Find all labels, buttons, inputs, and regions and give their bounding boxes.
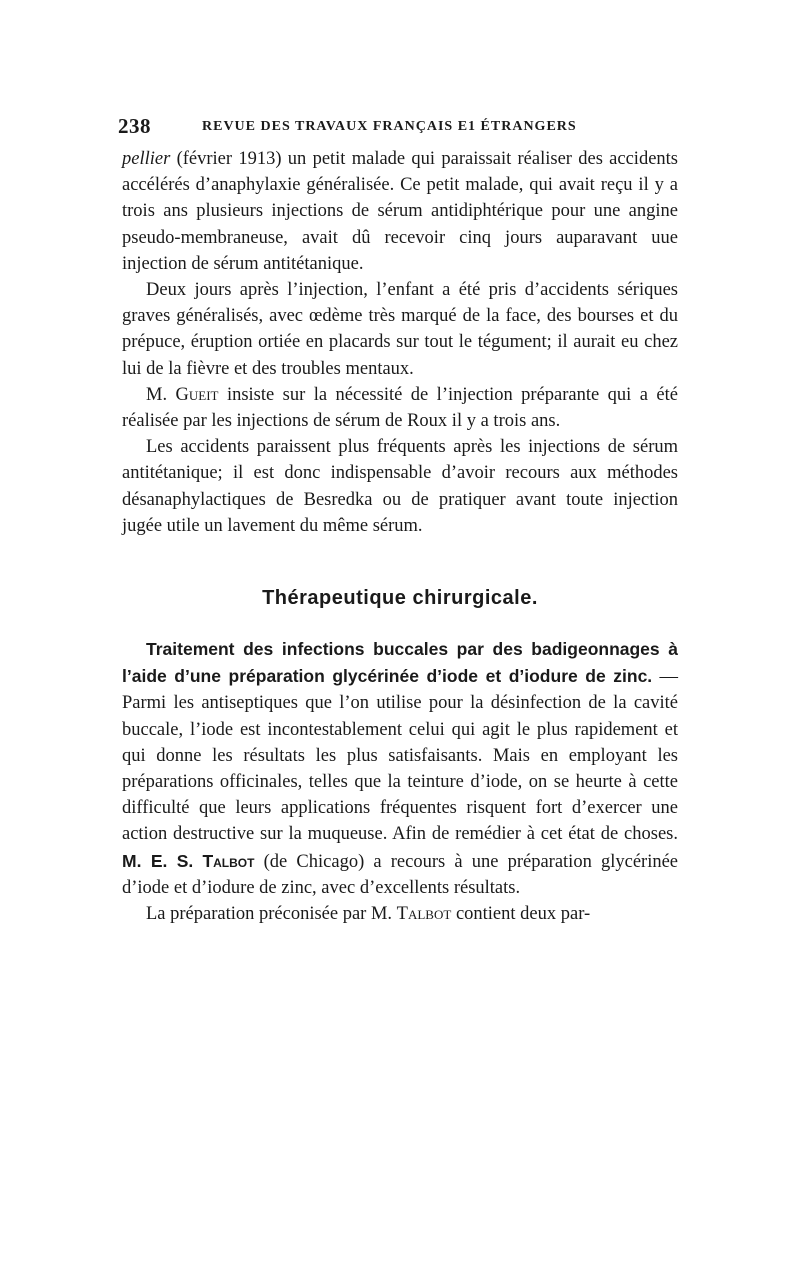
- paragraph-3-prefix: M.: [146, 384, 168, 405]
- running-title: REVUE DES TRAVAUX FRANÇAIS E1 ÉTRANGERS: [202, 119, 577, 134]
- paragraph-4: Les accidents paraissent plus fréquents après les injections de sérum antitétanique; il est donc indispensable d’avoir recours aux méthodes désanaphylactiques de Besredka ou de pratiquer avant toute injection jugée utile un lavement du même sérum.: [122, 437, 678, 536]
- last-paragraph-name: Talbot: [396, 904, 452, 925]
- article-text-2: (de Chicago) a recours à une préparation glycérinée d’iode et d’iodure de zinc, avec d’excellents résultats.: [122, 851, 679, 898]
- paragraph-3-text: insiste sur la nécessité de l’injection préparante qui a été réalisée par les injections de sérum de Roux il y a trois ans.: [122, 384, 678, 432]
- last-paragraph-text-2: contient deux par-: [455, 904, 591, 925]
- last-paragraph: [122, 901, 678, 927]
- article-paragraph: [122, 636, 678, 901]
- article-author-name: Talbot: [202, 850, 255, 871]
- section-heading: Thérapeutique chirurgicale.: [262, 587, 538, 610]
- page-number: 238: [118, 114, 151, 138]
- article-author-prefix: M. E. S.: [122, 850, 194, 871]
- paragraph-1-text: (février 1913) un petit malade qui paraissait réaliser des accidents accélérés d’anaphylaxie généralisée. Ce petit malade, qui avait reçu il y a trois ans plusieurs injections de sérum antidiphtérique pour une angine pseudo-membraneuse, avait dû recevoir cinq jours auparavant uue injection de sérum antitétanique.: [122, 149, 678, 274]
- paragraph-1: [122, 146, 678, 277]
- article-text-1: — Parmi les antiseptiques que l’on utilise pour la désinfection de la cavité buccale, l’iode est incontestablement celui qui agit le plus rapidement et qui donne les résultats les plus satisfaisants. Mais en employant les préparations officinales, telles que la teinture d’iode, on se heurte à cette difficulté que leurs applications fréquentes risquent fort d’exercer une action destructive sur la muqueuse. Afin de remédier à cet état de choses.: [122, 667, 679, 845]
- paragraph-2: Deux jours après l’injection, l’enfant a été pris d’accidents sériques graves généralisés, avec œdème très marqué de la face, des bourses et du prépuce, éruption ortiée en placards sur tout le tégument; il aurait eu chez lui de la fièvre et des troubles mentaux.: [122, 280, 678, 379]
- running-head: [118, 110, 678, 146]
- article-title: Traitement des infections buccales par des badigeonnages à l’aide d’une préparation glycérinée d’iode et d’iodure de zinc.: [122, 639, 678, 687]
- paragraph-3-name: Gueit: [175, 384, 219, 405]
- page: [118, 110, 679, 927]
- paragraph-3: [122, 382, 678, 434]
- paragraph-1-lead: pellier: [122, 149, 171, 169]
- last-paragraph-text-1: La préparation préconisée par M.: [146, 904, 393, 925]
